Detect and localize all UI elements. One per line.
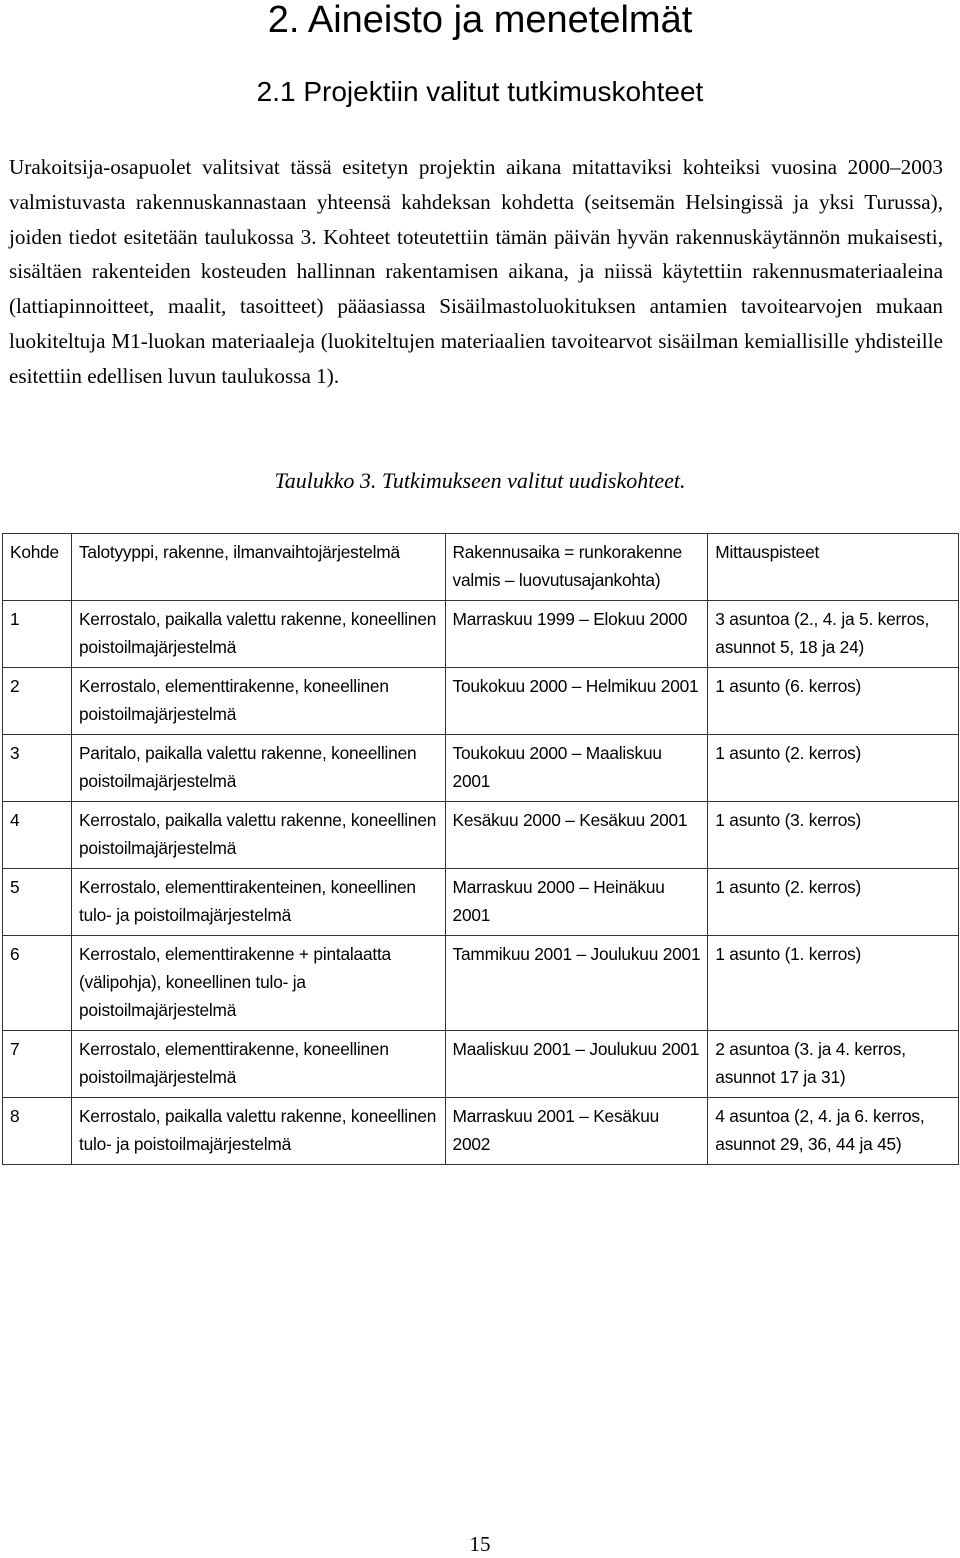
cell-talotyyppi: Kerrostalo, elementtirakenne, koneellinen poistoilmajärjestelmä xyxy=(71,1031,445,1098)
cell-kohde: 7 xyxy=(3,1031,72,1098)
cell-mittauspisteet: 1 asunto (1. kerros) xyxy=(708,936,959,1031)
header-cell-rakennusaika: Rakennusaika = runkorakenne valmis – luovutusajankohta) xyxy=(445,534,708,601)
table-row xyxy=(3,869,959,936)
cell-mittauspisteet: 1 asunto (3. kerros) xyxy=(708,802,959,869)
table-caption: Taulukko 3. Tutkimukseen valitut uudiskohteet. xyxy=(274,468,686,493)
cell-kohde: 5 xyxy=(3,869,72,936)
cell-mittauspisteet: 2 asuntoa (3. ja 4. kerros, asunnot 17 ja 31) xyxy=(708,1031,959,1098)
cell-kohde: 3 xyxy=(3,735,72,802)
cell-rakennusaika: Kesäkuu 2000 – Kesäkuu 2001 xyxy=(445,802,708,869)
cell-rakennusaika: Marraskuu 2001 – Kesäkuu 2002 xyxy=(445,1098,708,1165)
header-cell-talotyyppi: Talotyyppi, rakenne, ilmanvaihtojärjestelmä xyxy=(71,534,445,601)
cell-talotyyppi: Kerrostalo, paikalla valettu rakenne, koneellinen poistoilmajärjestelmä xyxy=(71,802,445,869)
cell-mittauspisteet: 1 asunto (6. kerros) xyxy=(708,668,959,735)
cell-talotyyppi: Kerrostalo, elementtirakenne + pintalaatta (välipohja), koneellinen tulo- ja poistoilmajärjestelmä xyxy=(71,936,445,1031)
cell-rakennusaika: Maaliskuu 2001 – Joulukuu 2001 xyxy=(445,1031,708,1098)
table-row xyxy=(3,802,959,869)
cell-kohde: 8 xyxy=(3,1098,72,1165)
cell-talotyyppi: Kerrostalo, elementtirakenne, koneellinen poistoilmajärjestelmä xyxy=(71,668,445,735)
table-row xyxy=(3,735,959,802)
cell-rakennusaika: Toukokuu 2000 – Maaliskuu 2001 xyxy=(445,735,708,802)
cell-talotyyppi: Kerrostalo, elementtirakenteinen, koneellinen tulo- ja poistoilmajärjestelmä xyxy=(71,869,445,936)
header-cell-mittauspisteet: Mittauspisteet xyxy=(708,534,959,601)
page-number: 15 xyxy=(469,1532,491,1556)
building-sites-table xyxy=(2,533,959,1165)
cell-talotyyppi: Paritalo, paikalla valettu rakenne, koneellinen poistoilmajärjestelmä xyxy=(71,735,445,802)
table-row xyxy=(3,601,959,668)
chapter-heading: 2. Aineisto ja menetelmät xyxy=(267,0,693,41)
cell-mittauspisteet: 1 asunto (2. kerros) xyxy=(708,869,959,936)
cell-kohde: 2 xyxy=(3,668,72,735)
table-body xyxy=(3,534,959,1165)
table-row xyxy=(3,1098,959,1165)
table-row xyxy=(3,668,959,735)
cell-kohde: 4 xyxy=(3,802,72,869)
table-row xyxy=(3,936,959,1031)
cell-kohde: 1 xyxy=(3,601,72,668)
cell-mittauspisteet: 1 asunto (2. kerros) xyxy=(708,735,959,802)
table-header-row xyxy=(3,534,959,601)
cell-talotyyppi: Kerrostalo, paikalla valettu rakenne, koneellinen tulo- ja poistoilmajärjestelmä xyxy=(71,1098,445,1165)
cell-rakennusaika: Marraskuu 1999 – Elokuu 2000 xyxy=(445,601,708,668)
cell-mittauspisteet: 4 asuntoa (2, 4. ja 6. kerros, asunnot 29, 36, 44 ja 45) xyxy=(708,1098,959,1165)
body-paragraph: Urakoitsija-osapuolet valitsivat tässä esitetyn projektin aikana mitattaviksi kohteiksi vuosina 2000–2003 valmistuvasta rakennuskannastaan yhteensä kahdeksan kohdetta (seitsemän Helsingissä ja yksi Turussa), joiden tiedot esitetään taulukossa 3. Kohteet toteutettiin tämän päivän hyvän rakennuskäytännön mukaisesti, sisältäen rakenteiden kosteuden hallinnan rakentamisen aikana, ja niissä käytettiin rakennusmateriaaleina (lattiapinnoitteet, maalit, tasoitteet) pääasiassa Sisäilmastoluokituksen antamien tavoitearvojen mukaan luokiteltuja M1-luokan materiaaleja (luokiteltujen materiaalien tavoitearvot sisäilman kemiallisille yhdisteille esitettiin edellisen luvun taulukossa 1). xyxy=(9,155,943,388)
cell-mittauspisteet: 3 asuntoa (2., 4. ja 5. kerros, asunnot 5, 18 ja 24) xyxy=(708,601,959,668)
cell-rakennusaika: Tammikuu 2001 – Joulukuu 2001 xyxy=(445,936,708,1031)
cell-rakennusaika: Toukokuu 2000 – Helmikuu 2001 xyxy=(445,668,708,735)
section-heading: 2.1 Projektiin valitut tutkimuskohteet xyxy=(256,76,704,107)
cell-rakennusaika: Marraskuu 2000 – Heinäkuu 2001 xyxy=(445,869,708,936)
cell-kohde: 6 xyxy=(3,936,72,1031)
header-cell-kohde: Kohde xyxy=(3,534,72,601)
table-row xyxy=(3,1031,959,1098)
cell-talotyyppi: Kerrostalo, paikalla valettu rakenne, koneellinen poistoilmajärjestelmä xyxy=(71,601,445,668)
